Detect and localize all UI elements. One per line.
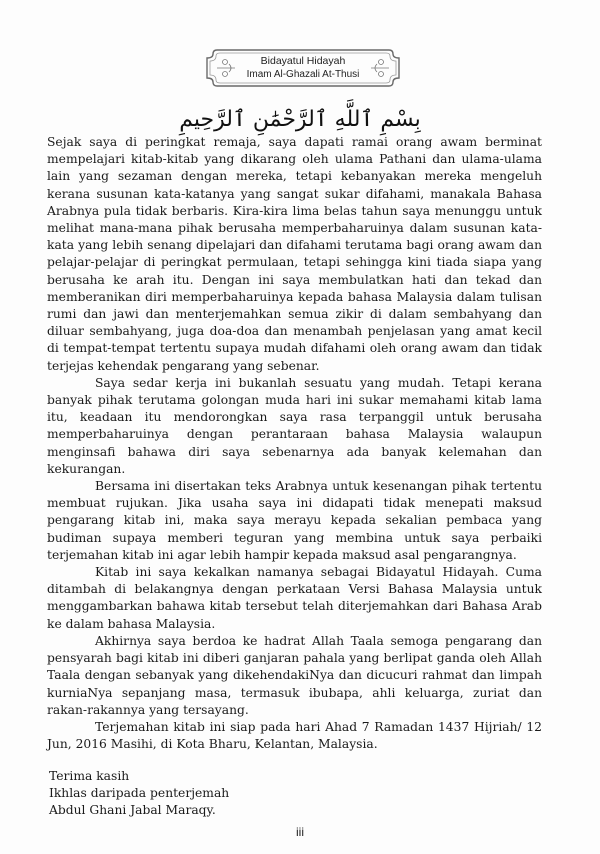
paragraph: Bersama ini disertakan teks Arabnya untuk kesenangan pihak tertentu membuat rujukan. Jika usaha saya ini didapati tidak menepati maksud pengarang kitab ini, maka saya merayu kepada sekalian pembaca yang budiman supaya memberi teguran yang membina untuk saya perbaiki terjemahan kitab ini agar lebih hampir kepada maksud asal pengarangnya.: [47, 479, 542, 562]
closing-thanks: Terima kasih: [49, 769, 130, 783]
paragraph: Saya sedar kerja ini bukanlah sesuatu yang mudah. Tetapi kerana banyak pihak terutama golongan muda hari ini sukar memahami kitab lama itu, keadaan itu mendorongkan saya rasa terpanggil untuk berusaha memperbaharuinya dengan perantaraan bahasa Malaysia walaupun menginsafi bahawa diri saya sebenarnya ada banyak kelemahan dan kekurangan.: [47, 375, 542, 476]
closing-sincerely: Ikhlas daripada penterjemah: [49, 786, 230, 801]
paragraph: Kitab ini saya kekalkan namanya sebagai Bidayatul Hidayah. Cuma ditambah di belakangnya dengan perkataan Versi Bahasa Malaysia untuk menggambarkan bahawa kitab tersebut telah diterjemahkan dari Bahasa Arab ke dalam bahasa Malaysia.: [47, 565, 542, 631]
translator-name: Abdul Ghani Jabal Maraqy.: [49, 803, 216, 818]
header-author: Imam Al-Ghazali At-Thusi: [246, 69, 360, 80]
paragraph: Akhirnya saya berdoa ke hadrat Allah Taala semoga pengarang dan pensyarah bagi kitab ini diberi ganjaran pahala yang berlipat ganda oleh Allah Taala dengan sebanyak yang dikehendakiNya dan dicucuri rahmat dan limpah kurniaNya sepanjang masa, termasuk ibubapa, ahli keluarga, zuriat dan rakan-rakannya yang tersayang.: [47, 633, 542, 717]
basmala-heading: بِسْمِ ٱللَّهِ ٱلرَّحْمَٰنِ ٱلرَّحِيمِ: [179, 107, 421, 132]
running-header: [203, 46, 403, 90]
page-number: iii: [296, 825, 304, 839]
header-frame-border: [203, 46, 403, 90]
preface-body: [47, 134, 542, 753]
header-book-title: Bidayatul Hidayah: [260, 55, 346, 67]
paragraph: Terjemahan kitab ini siap pada hari Ahad 7 Ramadan 1437 Hijriah/ 12 Jun, 2016 Masihi, di Kota Bharu, Kelantan, Malaysia.: [47, 719, 542, 752]
paragraph: Sejak saya di peringkat remaja, saya dapati ramai orang awam berminat mempelajari kitab-kitab yang dikarang oleh ulama Pathani dan ulama-ulama lain yang sezaman dengan mereka, tetapi kebanyakan mereka mengeluh kerana susunan kata-katanya yang sangat sukar difahami, manakala Bahasa Arabnya pula tidak berbaris. Kira-kira lima belas tahun saya menunggu untuk melihat mana-mana pihak berusaha memperbaharuinya dalam susunan kata-kata yang lebih senang dipelajari dan difahami terutama bagi orang awam dan pelajar-pelajar di peringkat permulaan, tetapi sehingga kini tiada siapa yang berusaha ke arah itu. Dengan ini saya membulatkan hati dan tekad dan memberanikan diri memperbaharuinya kepada bahasa Malaysia dalam tulisan rumi dan jawi dan menterjemahkan semua zikir di dalam sembahyang dan diluar sembahyang, juga doa-doa dan menambah penjelasan yang amat kecil di tempat-tempat tertentu supaya mudah difahami oleh orang awam dan tidak terjejas kehendak pengarang yang sebenar.: [47, 135, 542, 373]
signature-block: [49, 768, 229, 820]
